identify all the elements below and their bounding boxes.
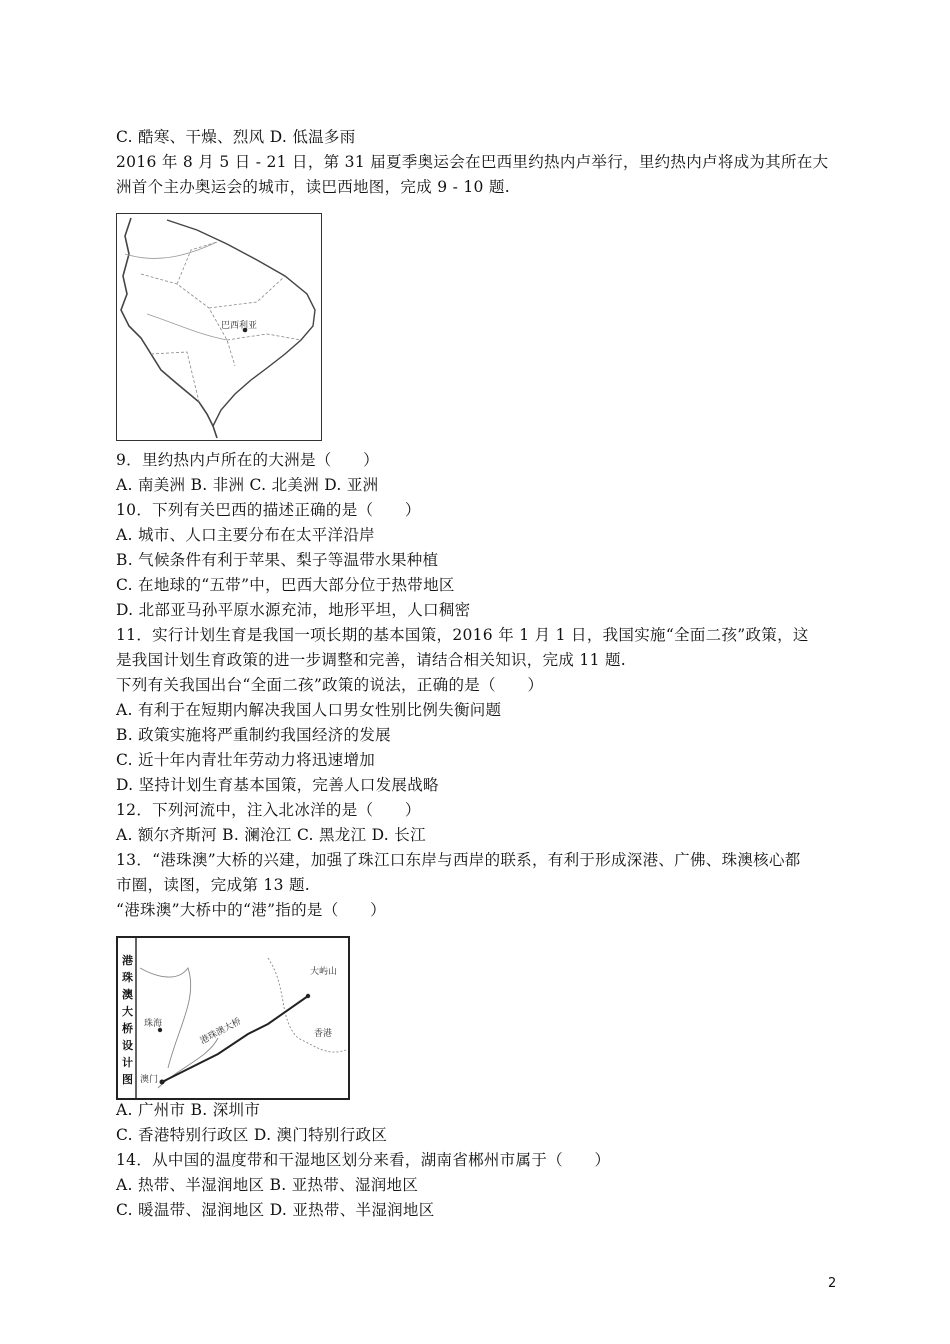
text-line: 2016 年 8 月 5 日 - 21 日，第 31 届夏季奥运会在巴西里约热内卢举行，里约热内卢将成为其所在大 <box>116 153 829 171</box>
text-line: 11．实行计划生育是我国一项长期的基本国策，2016 年 1 月 1 日，我国实施“全面二孩”政策，这 <box>116 626 809 644</box>
text-line: D. 北部亚马孙平原水源充沛，地形平坦，人口稠密 <box>116 601 471 619</box>
svg-text:图: 图 <box>122 1073 133 1086</box>
text-line: A. 有利于在短期内解决我国人口男女性别比例失衡问题 <box>116 701 502 719</box>
macau-label: 澳门 <box>140 1075 159 1085</box>
brasilia-label: 巴西利亚 <box>221 321 258 331</box>
text-line: C. 暖温带、湿润地区 D. 亚热带、半湿润地区 <box>116 1201 435 1219</box>
text-line: B. 气候条件有利于苹果、梨子等温带水果种植 <box>116 551 439 569</box>
dayushan-label: 大屿山 <box>310 967 338 977</box>
text-line: A. 额尔齐斯河 B. 澜沧江 C. 黑龙江 D. 长江 <box>116 826 426 844</box>
text-line: 下列有关我国出台“全面二孩”政策的说法，正确的是（ ） <box>116 676 544 694</box>
text-line: A. 城市、人口主要分布在太平洋沿岸 <box>116 526 375 544</box>
text-line: 12．下列河流中，注入北冰洋的是（ ） <box>116 801 421 819</box>
text-line: A. 热带、半湿润地区 B. 亚热带、湿润地区 <box>116 1176 419 1194</box>
svg-text:珠: 珠 <box>122 971 133 984</box>
bridge-label: 港珠澳大桥 <box>198 1016 244 1047</box>
text-line: 10．下列有关巴西的描述正确的是（ ） <box>116 501 421 519</box>
text-line: 14．从中国的温度带和干湿地区划分来看，湖南省郴州市属于（ ） <box>116 1151 611 1169</box>
page-number: 2 <box>828 1276 837 1291</box>
brazil-map <box>116 213 322 441</box>
svg-text:桥: 桥 <box>122 1022 133 1035</box>
svg-text:设: 设 <box>122 1039 133 1052</box>
text-line: A. 南美洲 B. 非洲 C. 北美洲 D. 亚洲 <box>116 476 379 494</box>
text-line: C. 近十年内青壮年劳动力将迅速增加 <box>116 751 376 769</box>
svg-text:计: 计 <box>122 1056 133 1069</box>
text-line: C. 酷寒、干燥、烈风 D. 低温多雨 <box>116 128 356 146</box>
text-line: 13．“港珠澳”大桥的兴建，加强了珠江口东岸与西岸的联系，有利于形成深港、广佛、珠澳核心都 <box>116 851 801 869</box>
map-side-title <box>122 953 133 1086</box>
svg-text:港: 港 <box>122 954 133 967</box>
text-line: “港珠澳”大桥中的“港”指的是（ ） <box>116 901 386 919</box>
text-line: C. 在地球的“五带”中，巴西大部分位于热带地区 <box>116 576 455 594</box>
svg-text:大: 大 <box>122 1005 133 1018</box>
text-line: 市圈，读图，完成第 13 题. <box>116 876 311 894</box>
text-line: B. 政策实施将严重制约我国经济的发展 <box>116 726 391 744</box>
text-line: 是我国计划生育政策的进一步调整和完善，请结合相关知识，完成 11 题. <box>116 651 627 669</box>
text-line: C. 香港特别行政区 D. 澳门特别行政区 <box>116 1126 388 1144</box>
zhuhai-label: 珠海 <box>144 1019 163 1029</box>
text-line: A. 广州市 B. 深圳市 <box>116 1101 261 1119</box>
hongkong-label: 香港 <box>314 1029 333 1039</box>
bridge-map <box>116 936 350 1100</box>
text-line: 9．里约热内卢所在的大洲是（ ） <box>116 451 379 469</box>
text-line: D. 坚持计划生育基本国策，完善人口发展战略 <box>116 776 439 794</box>
svg-text:澳: 澳 <box>122 988 133 1001</box>
text-line: 洲首个主办奥运会的城市，读巴西地图，完成 9 - 10 题. <box>116 178 510 196</box>
